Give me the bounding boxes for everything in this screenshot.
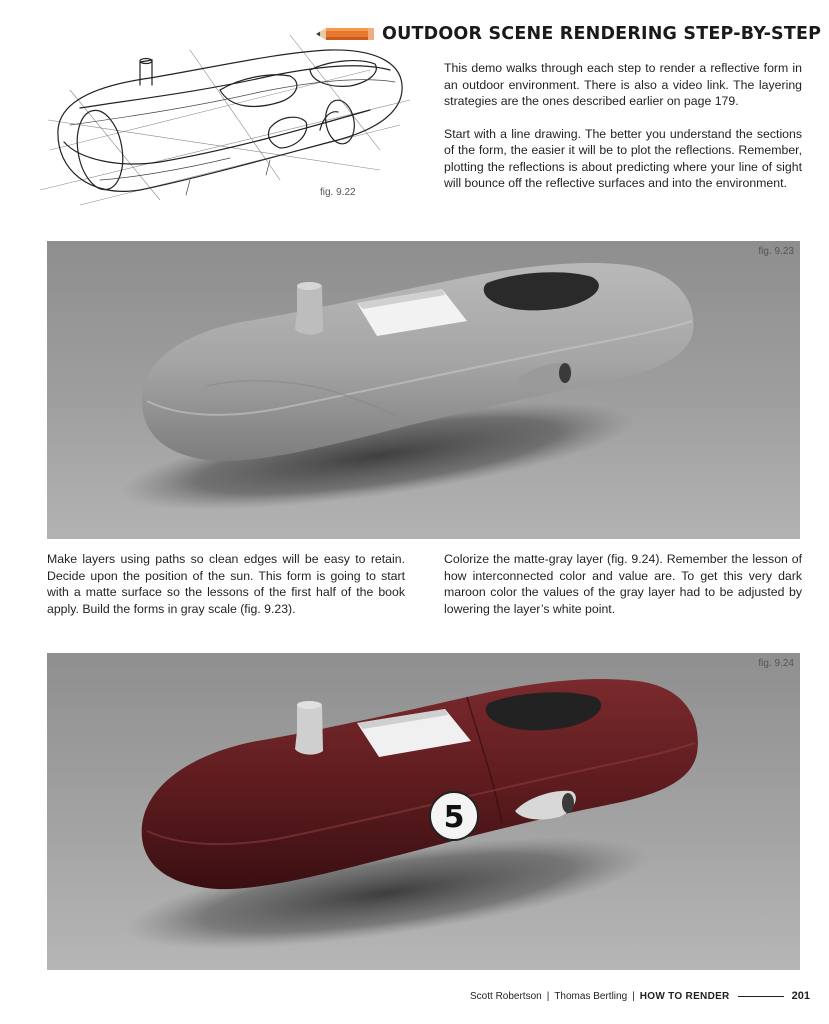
footer-rule bbox=[738, 996, 784, 997]
page-title: OUTDOOR SCENE RENDERING STEP-BY-STEP bbox=[382, 24, 822, 44]
author-1: Scott Robertson bbox=[470, 990, 542, 1002]
gray-render-image bbox=[47, 241, 800, 539]
page-footer bbox=[470, 988, 810, 1004]
racing-number-badge bbox=[430, 792, 478, 840]
right-column-text: Colorize the matte-gray layer (fig. 9.24). Remember the lesson of how interconnected color and value are. To get this very dark maroon color the values of the gray layer had to be adjusted by lowering the layer’s white point. bbox=[444, 552, 802, 616]
intro-text bbox=[444, 60, 802, 208]
racing-number: 5 bbox=[443, 800, 465, 835]
separator: | bbox=[546, 990, 550, 1002]
maroon-render-image bbox=[47, 653, 800, 970]
author-2: Thomas Bertling bbox=[554, 990, 628, 1002]
figure-label: fig. 9.23 bbox=[758, 246, 794, 257]
intro-paragraph-1: This demo walks through each step to render a reflective form in an outdoor environment. There is also a video link. The layering strategies are the ones described earlier on page 179. bbox=[444, 61, 802, 108]
line-drawing-sketch bbox=[40, 30, 410, 210]
intro-paragraph-2: Start with a line drawing. The better you understand the sections of the form, the easier it will be to plot the reflections. Remember, plotting the reflections is about predicting where your line of sight will bounce off the reflective surfaces and into the environment. bbox=[444, 126, 802, 190]
figure-label: fig. 9.22 bbox=[320, 187, 356, 198]
left-column-text: Make layers using paths so clean edges will be easy to retain. Decide upon the position of the sun. This form is going to start with a matte surface so the lessons of the first half of the book apply. Build the forms in gray scale (fig. 9.23). bbox=[47, 552, 405, 616]
page-number: 201 bbox=[791, 990, 810, 1002]
book-title: HOW TO RENDER bbox=[639, 990, 730, 1002]
separator: | bbox=[632, 990, 635, 1002]
figure-label: fig. 9.24 bbox=[758, 658, 794, 669]
